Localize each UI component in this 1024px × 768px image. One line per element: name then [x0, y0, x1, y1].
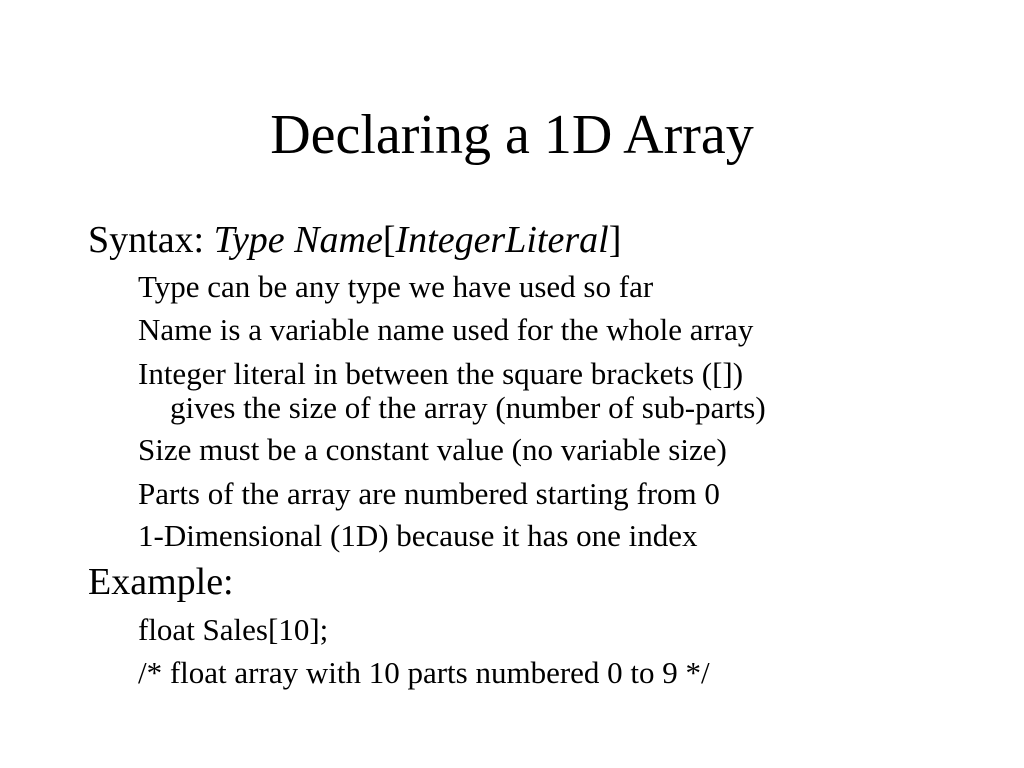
- syntax-point-type: Type can be any type we have used so far: [138, 269, 654, 304]
- syntax-point-name: Name is a variable name used for the whole array: [138, 312, 754, 347]
- syntax-point-size: Size must be a constant value (no variable size): [138, 432, 727, 467]
- syntax-point-integer-literal: Integer literal in between the square brackets ([]): [138, 356, 744, 391]
- example-heading: Example:: [88, 561, 234, 603]
- syntax-open-bracket: [: [382, 219, 396, 261]
- syntax-point-parts: Parts of the array are numbered starting from 0: [138, 476, 720, 511]
- syntax-heading: [88, 218, 621, 262]
- syntax-close-bracket: ]: [608, 219, 622, 261]
- slide-title: Declaring a 1D Array: [270, 104, 754, 166]
- syntax-integer-literal: IntegerLiteral: [395, 219, 609, 261]
- syntax-type-name: Type Name: [213, 219, 383, 261]
- example-code-line: float Sales[10];: [138, 612, 329, 647]
- syntax-point-integer-literal-continued: gives the size of the array (number of sub-parts): [170, 390, 766, 425]
- syntax-point-1d: 1-Dimensional (1D) because it has one index: [138, 518, 698, 553]
- example-comment-line: /* float array with 10 parts numbered 0 to 9 */: [138, 655, 710, 690]
- syntax-label: Syntax:: [88, 219, 214, 261]
